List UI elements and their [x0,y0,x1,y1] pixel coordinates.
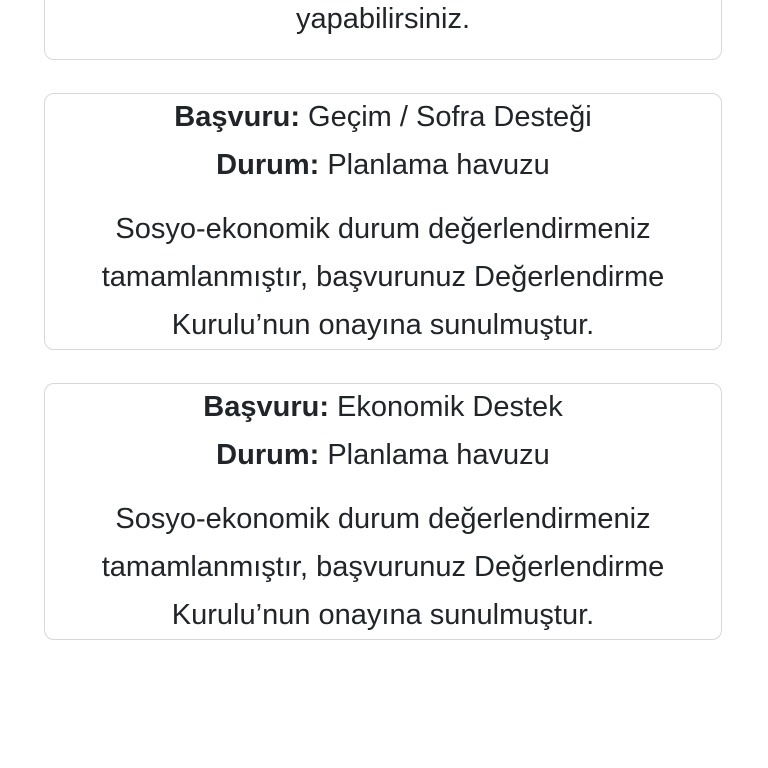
application-row [45,93,721,141]
application-value: Geçim / Sofra Desteği [308,101,592,133]
application-value: Ekonomik Destek [337,391,563,423]
status-message: Sosyo-ekonomik durum değerlendirmeniz tamamlanmıştır, başvurunuz Değerlendirme Kurulu’nun onayına sunulmuştur. [101,503,665,631]
status-row [45,431,721,479]
application-row [45,383,721,431]
application-card [44,93,722,350]
application-card [44,383,722,640]
status-message: Sosyo-ekonomik durum değerlendirmeniz tamamlanmıştır, başvurunuz Değerlendirme Kurulu’nun onayına sunulmuştur. [101,213,665,341]
status-label: Durum: [216,439,320,471]
status-label: Durum: [216,149,320,181]
info-text-last-line: yapabilirsiniz. [295,3,471,35]
status-value: Planlama havuzu [327,149,550,181]
status-row [45,141,721,189]
previous-info-card [44,0,722,60]
application-label: Başvuru: [203,391,329,423]
application-label: Başvuru: [174,101,300,133]
status-value: Planlama havuzu [327,439,550,471]
